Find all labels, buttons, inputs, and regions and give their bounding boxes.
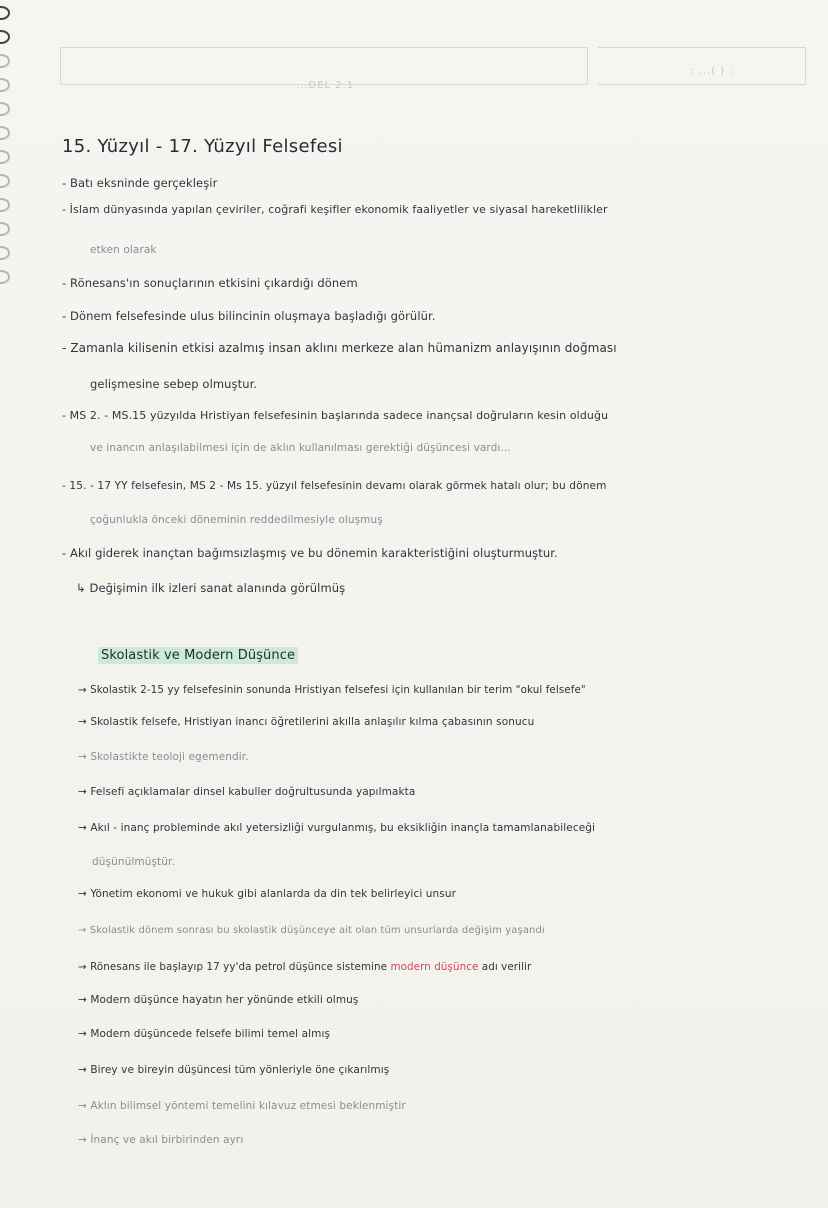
binding-ring xyxy=(0,54,10,68)
note-line: - Rönesans'ın sonuçlarının etkisini çıkardığı dönem xyxy=(62,276,358,290)
binding-ring xyxy=(0,174,10,188)
binding-ring xyxy=(0,126,10,140)
section-line: → Skolastik 2-15 yy felsefesinin sonunda Hristiyan felsefesi için kullanılan bir terim "okul felsefe" xyxy=(78,684,586,696)
spiral-binding xyxy=(0,0,22,1208)
section-line xyxy=(78,961,531,973)
section-line-text: → Rönesans ile başlayıp 17 yy'da petrol düşünce sistemine xyxy=(78,961,388,973)
binding-ring xyxy=(0,6,10,20)
section-line: → Skolastikte teoloji egemendir. xyxy=(78,751,249,763)
note-line: - İslam dünyasında yapılan çeviriler, coğrafi keşifler ekonomik faaliyetler ve siyasal hareketlilikler xyxy=(62,203,608,216)
note-line: çoğunlukla önceki döneminin reddedilmesiyle oluşmuş xyxy=(90,514,383,526)
section-line: → Akıl - inanç probleminde akıl yetersizliği vurgulanmış, bu eksikliğin inançla tamamlanabileceği xyxy=(78,822,596,834)
header-faint-text-right: : ...( ) : xyxy=(690,66,734,77)
modern-thought-term: modern düşünce xyxy=(390,961,479,973)
note-line: - MS 2. - MS.15 yüzyılda Hristiyan felsefesinin başlarında sadece inançsal doğruların kesin olduğu xyxy=(62,409,609,422)
note-line: ↳ Değişimin ilk izleri sanat alanında görülmüş xyxy=(76,581,346,595)
note-line: - Akıl giderek inançtan bağımsızlaşmış ve bu dönemin karakteristiğini oluşturmuştur. xyxy=(62,546,558,560)
header-faint-text: ...DEL 2.1 xyxy=(296,80,355,91)
binding-ring xyxy=(0,222,10,236)
note-line: etken olarak xyxy=(90,244,157,256)
binding-ring xyxy=(0,198,10,212)
section-line: → Modern düşünce hayatın her yönünde etkili olmuş xyxy=(78,994,359,1006)
section-line: → Yönetim ekonomi ve hukuk gibi alanlarda da din tek belirleyici unsur xyxy=(78,888,457,900)
section-heading-text: Skolastik ve Modern Düşünce xyxy=(98,647,298,664)
section-line-text: adı verilir xyxy=(481,961,532,973)
section-line: → İnanç ve akıl birbirinden ayrı xyxy=(78,1134,244,1146)
binding-ring xyxy=(0,246,10,260)
binding-ring xyxy=(0,78,10,92)
section-line: düşünülmüştür. xyxy=(92,856,175,868)
note-line: gelişmesine sebep olmuştur. xyxy=(90,377,258,391)
section-line: → Birey ve bireyin düşüncesi tüm yönleriyle öne çıkarılmış xyxy=(78,1064,390,1076)
section-line: → Aklın bilimsel yöntemi temelini kılavuz etmesi beklenmiştir xyxy=(78,1100,406,1112)
binding-ring xyxy=(0,270,10,284)
binding-ring xyxy=(0,150,10,164)
binding-ring xyxy=(0,30,10,44)
binding-ring xyxy=(0,102,10,116)
section-line: → Skolastik dönem sonrası bu skolastik düşünceye ait olan tüm unsurlarda değişim yaşandı xyxy=(78,925,545,936)
section-line: → Skolastik felsefe, Hristiyan inancı öğretilerini akılla anlaşılır kılma çabasının sonucu xyxy=(78,716,535,728)
note-line: - Zamanla kilisenin etkisi azalmış insan aklını merkeze alan hümanizm anlayışının doğması xyxy=(62,341,617,355)
section-heading xyxy=(98,648,298,663)
note-line: - Batı eksninde gerçekleşir xyxy=(62,176,218,190)
page-title: 15. Yüzyıl - 17. Yüzyıl Felsefesi xyxy=(62,136,343,157)
section-line: → Modern düşüncede felsefe bilimi temel almış xyxy=(78,1028,331,1040)
note-line: - Dönem felsefesinde ulus bilincinin oluşmaya başladığı görülür. xyxy=(62,309,436,323)
note-line: - 15. - 17 YY felsefesin, MS 2 - Ms 15. yüzyıl felsefesinin devamı olarak görmek hatalı olur; bu dönem xyxy=(62,480,607,492)
section-line: → Felsefi açıklamalar dinsel kabuller doğrultusunda yapılmakta xyxy=(78,786,416,798)
note-line: ve inancın anlaşılabilmesi için de aklın kullanılması gerektiği düşüncesi vardı... xyxy=(90,442,511,454)
